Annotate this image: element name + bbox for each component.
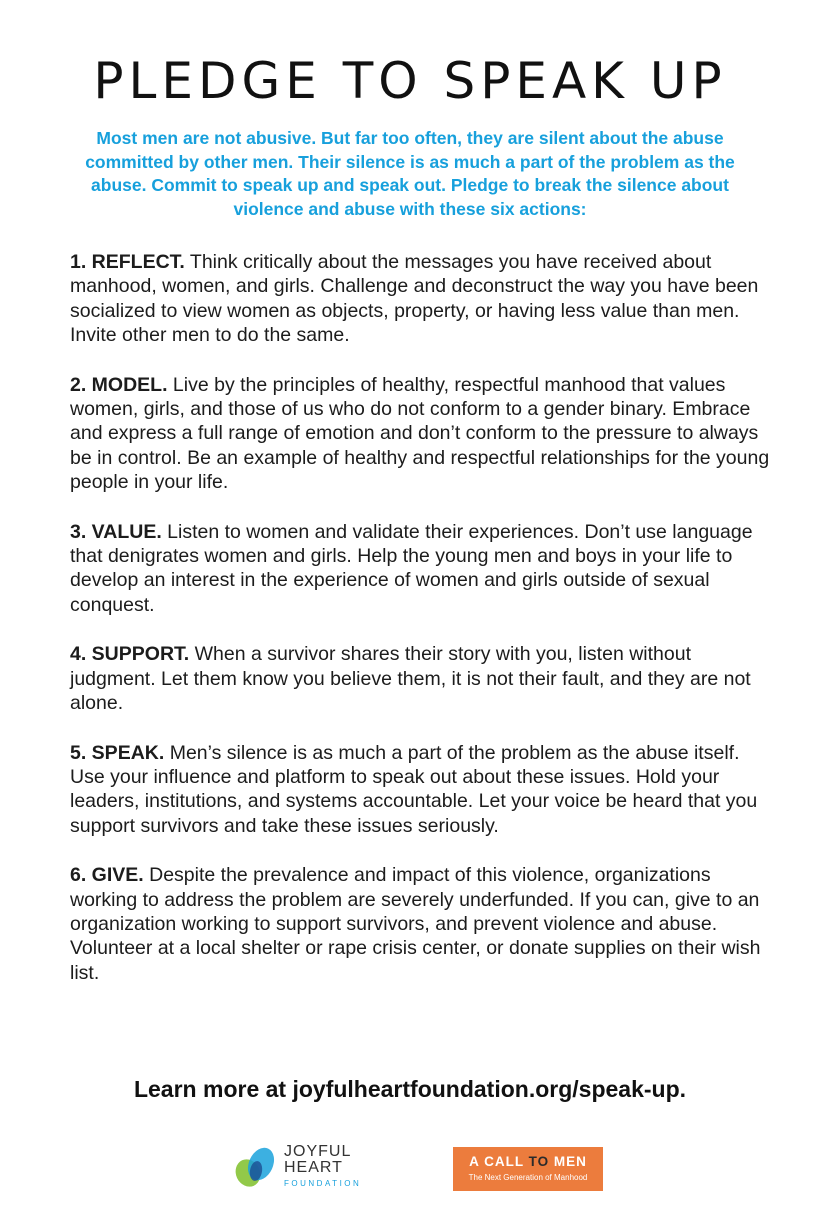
logo-word-joyful: JOYFUL bbox=[284, 1143, 352, 1160]
action-heading: 6. GIVE. bbox=[70, 864, 144, 887]
pledge-actions-list bbox=[70, 250, 770, 1010]
intro-paragraph: Most men are not abusive. But far too often, they are silent about the abuse committed by other men. Their silence is as much a part of the problem as the abuse. Commit to speak up and speak out. Pledge to break the silence about violence and abuse with these six actions: bbox=[85, 128, 735, 219]
pledge-action-value bbox=[70, 520, 770, 618]
logo-name-part1: A CALL bbox=[469, 1154, 529, 1169]
pledge-action-reflect bbox=[70, 250, 770, 348]
logo-tagline: The Next Generation of Manhood bbox=[468, 1173, 588, 1182]
pledge-action-give bbox=[70, 863, 770, 985]
action-heading: 4. SUPPORT. bbox=[70, 643, 190, 666]
pledge-action-speak bbox=[70, 741, 770, 839]
logo-name bbox=[453, 1154, 603, 1169]
pledge-action-support bbox=[70, 642, 770, 715]
joyful-heart-wordmark bbox=[284, 1144, 361, 1188]
logo-name-part3: MEN bbox=[549, 1154, 587, 1169]
logo-word-foundation: FOUNDATION bbox=[284, 1179, 362, 1188]
action-text: When a survivor shares their story with you, listen without judgment. Let them know you believe them, it is not their fault, and they are not alone. bbox=[70, 643, 751, 715]
action-text: Listen to women and validate their experiences. Don’t use language that denigrates women and girls. Help the young men and boys in your life to develop an interest in the experience of women and girls outside of sexual conquest. bbox=[70, 520, 753, 616]
action-text: Think critically about the messages you have received about manhood, women, and girls. Challenge and deconstruct the way you have been socialized to view women as objects, property, or having less value than men. Invite other men to do the same. bbox=[70, 251, 759, 347]
a-call-to-men-logo bbox=[453, 1147, 603, 1191]
action-heading: 5. SPEAK. bbox=[70, 741, 165, 764]
learn-more-link[interactable]: Learn more at joyfulheartfoundation.org/speak-up. bbox=[133, 1076, 687, 1102]
action-heading: 3. VALUE. bbox=[70, 520, 162, 543]
pledge-action-model bbox=[70, 373, 770, 495]
heart-icon bbox=[232, 1144, 278, 1190]
logo-word-heart: HEART bbox=[284, 1159, 343, 1176]
action-heading: 2. MODEL. bbox=[70, 373, 168, 396]
action-heading: 1. REFLECT. bbox=[70, 251, 185, 273]
joyful-heart-logo bbox=[232, 1142, 372, 1192]
page-title: PLEDGE TO SPEAK UP bbox=[93, 52, 727, 110]
action-text: Men’s silence is as much a part of the problem as the abuse itself. Use your influence and platform to speak out about these issues. Hold your leaders, institutions, and systems accountable. Let your voice be heard that you support survivors and take these issues seriously. bbox=[70, 741, 758, 837]
logo-name-to: TO bbox=[528, 1154, 550, 1169]
action-text: Despite the prevalence and impact of this violence, organizations working to address the problem are severely underfunded. If you can, give to an organization working to support survivors, and prevent violence and abuse. Volunteer at a local shelter or rape crisis center, or donate supplies on their wish list. bbox=[70, 864, 761, 984]
action-text: Live by the principles of healthy, respectful manhood that values women, girls, and those of us who do not conform to a gender binary. Embrace and express a full range of emotion and don’t conform to the pressure to always be in control. Be an example of healthy and respectful relationships for the young people in your life. bbox=[70, 373, 770, 494]
